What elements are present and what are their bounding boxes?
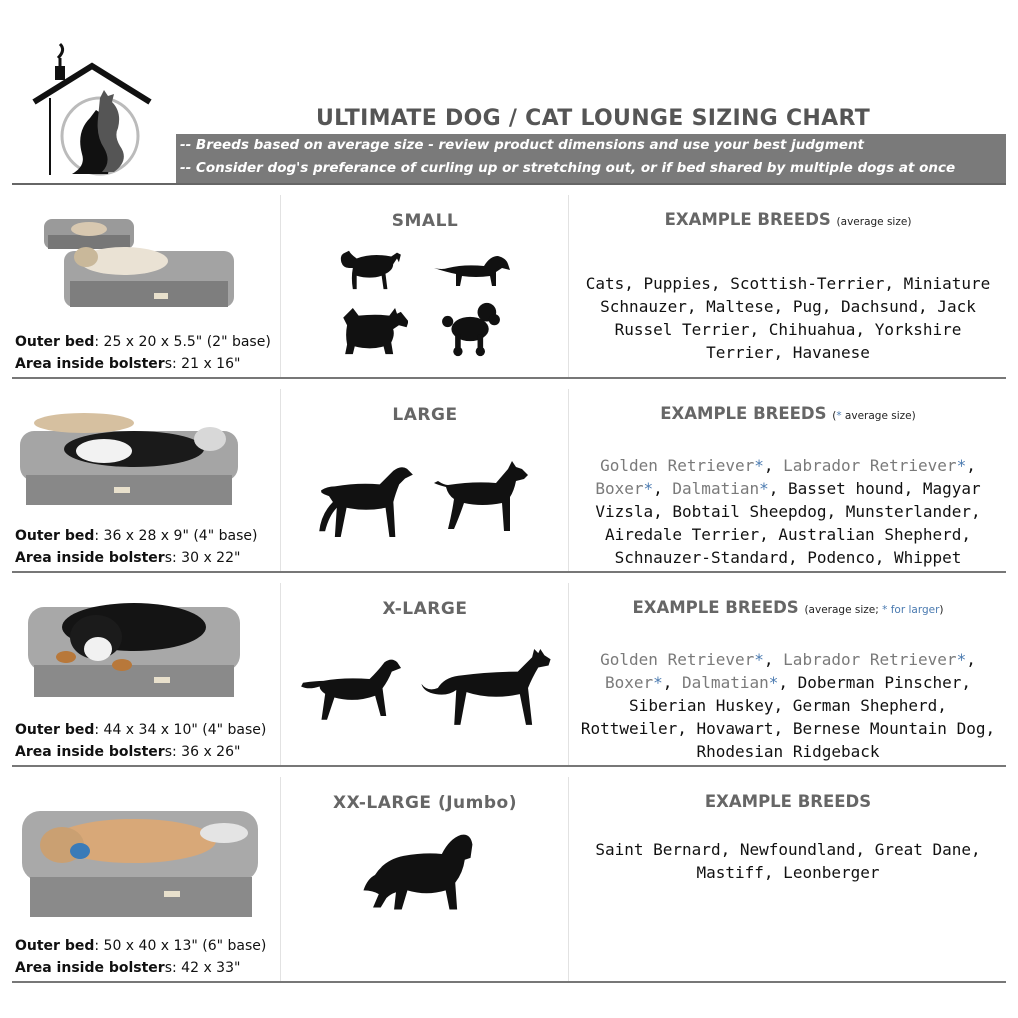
xx-large-dimensions: Outer bed: 50 x 40 x 13" (6" base) Area inside bolsters: 42 x 33"	[15, 938, 267, 976]
size-label-small: SMALL	[391, 211, 459, 231]
xx-large-example-header: EXAMPLE BREEDS	[704, 792, 872, 811]
size-label-xx-large: XX-LARGE (Jumbo)	[333, 793, 517, 813]
x-large-dimensions: Outer bed: 44 x 34 x 10" (4" base) Area inside bolsters: 36 x 26"	[15, 722, 267, 760]
shepherd-silhouette-icon	[418, 647, 554, 729]
chart-title: ULTIMATE DOG / CAT LOUNGE SIZING CHART	[315, 106, 871, 131]
xx-large-breeds-list: Saint Bernard, Newfoundland, Great Dane, Mastiff, Leonberger	[595, 840, 981, 882]
scottish-terrier-silhouette-icon	[338, 308, 408, 356]
size-row-small	[12, 195, 1006, 379]
large-bed-image	[14, 411, 244, 511]
saint-bernard-silhouette-icon	[358, 833, 476, 919]
small-breeds-list: Cats, Puppies, Scottish-Terrier, Miniature Schnauzer, Maltese, Pug, Dachsund, Jack Russel Terrier, Chihuahua, Yorkshire Terrier, Havanese	[585, 274, 991, 362]
setter-silhouette-icon	[296, 655, 408, 729]
size-row-xx-large	[12, 777, 1006, 983]
house-pet-logo	[30, 40, 155, 180]
size-label-x-large: X-LARGE	[382, 599, 468, 619]
large-breeds-list: Golden Retriever*, Labrador Retriever*, Boxer*, Dalmatian*, Basset hound, Magyar Vizsla, Bobtail Sheepdog, Munsterlander, Airedale Terrier, Australian Shepherd, Schnauzer-Standard, Podenco, Whippet	[595, 456, 981, 567]
large-dimensions: Outer bed: 36 x 28 x 9" (4" base) Area inside bolsters: 30 x 22"	[15, 528, 258, 566]
large-example-header: EXAMPLE BREEDS (* average size)	[660, 404, 916, 423]
size-row-large	[12, 389, 1006, 573]
xx-large-bed-image	[14, 797, 264, 922]
small-dimensions: Outer bed: 25 x 20 x 5.5" (2" base) Area inside bolsters: 21 x 16"	[15, 334, 271, 372]
small-bed-image	[14, 209, 244, 309]
header-divider	[12, 183, 1006, 185]
cat-silhouette-icon	[338, 245, 408, 293]
size-row-x-large	[12, 583, 1006, 767]
x-large-bed-image	[14, 593, 244, 703]
notes-bar	[176, 134, 1006, 184]
note-line-2: -- Consider dog's preferance of curling up or stretching out, or if bed shared by multiple dogs at once	[180, 160, 956, 176]
x-large-example-header: EXAMPLE BREEDS (average size; * for larger)	[632, 598, 944, 617]
hound-silhouette-icon	[318, 461, 418, 539]
x-large-breeds-list: Golden Retriever*, Labrador Retriever*, Boxer*, Dalmatian*, Doberman Pinscher, Siberian Huskey, German Shepherd, Rottweiler, Hovawart, Bernese Mountain Dog, Rhodesian Ridgeback	[580, 650, 996, 761]
size-label-large: LARGE	[392, 405, 458, 425]
boxer-silhouette-icon	[430, 459, 534, 539]
dachshund-silhouette-icon	[432, 250, 512, 290]
poodle-silhouette-icon	[438, 301, 504, 357]
note-line-1: -- Breeds based on average size - review product dimensions and use your best judgment	[180, 137, 865, 153]
small-example-header: EXAMPLE BREEDS (average size)	[664, 210, 912, 229]
